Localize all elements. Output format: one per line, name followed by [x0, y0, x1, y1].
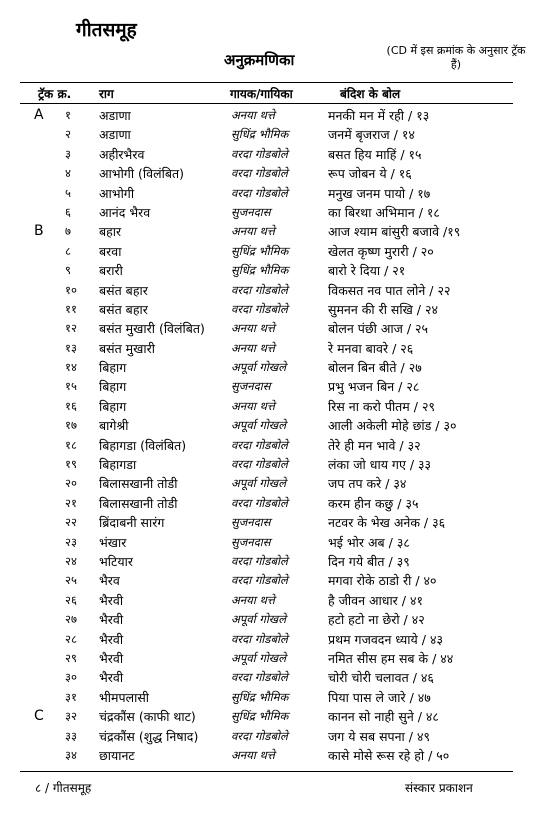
track-number: २६ — [65, 592, 77, 607]
singer-name: अनया थत्ते — [231, 108, 275, 122]
raga-name: आभोगी (विलंबित) — [99, 166, 184, 182]
bandish-lyrics: का बिरथा अभिमान / १८ — [328, 204, 440, 220]
table-row — [0, 145, 533, 164]
header-bandish: बंदिश के बोल — [340, 87, 401, 101]
track-number: १९ — [65, 457, 77, 472]
singer-name: सुजनदास — [231, 515, 271, 530]
table-row — [0, 281, 533, 300]
raga-name: बहार — [99, 224, 122, 240]
raga-name: भैरवी — [99, 612, 124, 628]
table-row — [0, 727, 533, 746]
cd-note: (CD में इस क्रमांक के अनुसार ट्रॅक हैं) — [386, 44, 526, 71]
raga-name: बिहागडा (विलंबित) — [99, 437, 187, 453]
table-row — [0, 436, 533, 455]
singer-name: वरदा गोडबोले — [231, 573, 288, 588]
track-number: १६ — [65, 398, 77, 413]
track-number: ७ — [65, 224, 71, 239]
bandish-lyrics: कासे मोसे रूस रहे हो / ५० — [328, 747, 450, 763]
singer-name: सुजनदास — [231, 204, 271, 219]
singer-name: वरदा गोडबोले — [231, 437, 288, 452]
table-header — [0, 85, 533, 101]
track-number: ११ — [65, 301, 77, 316]
singer-name: सुधिंद्र भौमिक — [231, 709, 289, 724]
table-row — [0, 630, 533, 649]
bandish-lyrics: करम हीन कछु / ३५ — [328, 495, 419, 511]
table-row — [0, 610, 533, 629]
raga-name: आनंद भैरव — [99, 204, 151, 220]
bandish-lyrics: खेलत कृष्ण मुरारी / २० — [328, 243, 434, 259]
bandish-lyrics: लंका जो धाय गए / ३३ — [328, 457, 432, 473]
raga-name: भैरवी — [99, 592, 124, 608]
raga-name: अहीरभैरव — [99, 146, 145, 162]
singer-name: वरदा गोडबोले — [231, 185, 288, 200]
track-number: ३१ — [65, 689, 77, 704]
singer-name: अनया थत्ते — [231, 340, 275, 355]
singer-name: वरदा गोडबोले — [231, 301, 288, 316]
bandish-lyrics: बारो रे दिया / २१ — [328, 263, 406, 279]
table-row — [0, 397, 533, 416]
table-row — [0, 533, 533, 552]
singer-name: वरदा गोडबोले — [231, 282, 288, 297]
singer-name: वरदा गोडबोले — [231, 553, 288, 568]
raga-name: बसंत मुखारी (विलंबित) — [99, 321, 205, 337]
singer-name: सुधिंद्र भौमिक — [231, 243, 289, 258]
raga-name: बिलासखानी तोडी — [99, 495, 178, 511]
track-number: २१ — [65, 495, 77, 510]
raga-name: बसंत मुखारी — [99, 340, 155, 356]
track-number: १२ — [65, 321, 77, 336]
bandish-lyrics: मनुख जनम पायो / १७ — [328, 185, 431, 201]
footer-page-number: ८ / गीतसमूह — [35, 781, 92, 795]
track-number: २० — [65, 476, 77, 491]
raga-name: बिहाग — [99, 360, 127, 376]
raga-name: ब्रिंदाबनी सारंग — [99, 515, 165, 531]
track-number: १४ — [65, 360, 77, 375]
singer-name: वरदा गोडबोले — [231, 146, 288, 161]
table-row — [0, 358, 533, 377]
table-row — [0, 377, 533, 396]
track-number: २८ — [65, 631, 77, 646]
singer-name: अपूर्वा गोखले — [231, 650, 287, 665]
track-number: ३३ — [65, 728, 77, 743]
raga-name: बागेश्री — [99, 418, 129, 434]
track-number: २९ — [65, 650, 77, 665]
bandish-lyrics: विकसत नव पात लोने / २२ — [328, 282, 451, 298]
table-row — [0, 339, 533, 358]
singer-name: अनया थत्ते — [231, 747, 275, 762]
bandish-lyrics: प्रथम गजवदन ध्याये / ४३ — [328, 631, 443, 647]
track-number: ५ — [65, 185, 71, 200]
table-row — [0, 300, 533, 319]
track-number: २२ — [65, 515, 77, 530]
track-number: २४ — [65, 553, 77, 568]
table-row — [0, 319, 533, 338]
raga-name: बिलासखानी तोडी — [99, 476, 178, 492]
bandish-lyrics: बोलन पंछी आज / २५ — [328, 321, 429, 337]
track-number: २५ — [65, 573, 77, 588]
raga-name: बसंत बहार — [99, 282, 148, 298]
table-row — [0, 571, 533, 590]
bandish-lyrics: तेरे ही मन भावे / ३२ — [328, 437, 421, 453]
page-title: गीतसमूह — [76, 19, 137, 41]
table-row — [0, 649, 533, 668]
bandish-lyrics: है जीवन आधार / ४१ — [328, 592, 423, 608]
table-row — [0, 455, 533, 474]
raga-name: बिहागडा — [99, 457, 137, 473]
raga-name: बिहाग — [99, 398, 127, 414]
track-group-letter: C — [34, 708, 44, 725]
bandish-lyrics: जप तप करे / ३४ — [328, 476, 407, 492]
bandish-lyrics: पिया पास ले जारे / ४७ — [328, 689, 431, 705]
table-row — [0, 242, 533, 261]
bandish-lyrics: नमित सीस हम सब के / ४४ — [328, 650, 454, 666]
table-row — [0, 494, 533, 513]
singer-name: सुजनदास — [231, 379, 271, 394]
bottom-rule — [20, 771, 513, 772]
raga-name: बसंत बहार — [99, 301, 148, 317]
bandish-lyrics: नटवर के भेख अनेक / ३६ — [328, 515, 446, 531]
raga-name: भीमपलासी — [99, 689, 150, 705]
raga-name: भैरवी — [99, 670, 124, 686]
singer-name: अपूर्वा गोखले — [231, 360, 287, 375]
table-row — [0, 474, 533, 493]
table-row — [0, 707, 533, 726]
track-group-letter: B — [34, 223, 44, 240]
bandish-lyrics: चोरी चोरी चलावत / ४६ — [328, 670, 434, 686]
singer-name: अपूर्वा गोखले — [231, 612, 287, 627]
table-row — [0, 164, 533, 183]
raga-name: आभोगी — [99, 185, 135, 201]
track-group-letter: A — [34, 107, 44, 123]
raga-name: अडाणा — [99, 108, 131, 123]
singer-name: अपूर्वा गोखले — [231, 476, 287, 491]
singer-name: वरदा गोडबोले — [231, 728, 288, 743]
singer-name: अनया थत्ते — [231, 398, 275, 413]
raga-name: छायानट — [99, 747, 135, 763]
track-number: ४ — [65, 166, 71, 181]
bandish-lyrics: प्रभु भजन बिन / २८ — [328, 379, 420, 395]
raga-name: चंद्रकौंस (शुद्ध निषाद) — [99, 728, 199, 744]
header-singer: गायक/गायिका — [230, 87, 293, 101]
track-number: ३० — [65, 670, 77, 685]
track-number: १० — [65, 282, 77, 297]
singer-name: अनया थत्ते — [231, 224, 275, 239]
bandish-lyrics: बसत हिय माहिं / १५ — [328, 146, 422, 162]
table-row — [0, 203, 533, 222]
table-row — [0, 184, 533, 203]
singer-name: वरदा गोडबोले — [231, 670, 288, 685]
singer-name: वरदा गोडबोले — [231, 166, 288, 181]
track-number: ३४ — [65, 747, 77, 762]
singer-name: वरदा गोडबोले — [231, 495, 288, 510]
track-number: १८ — [65, 437, 77, 452]
track-number: २३ — [65, 534, 77, 549]
raga-name: भैरव — [99, 573, 120, 589]
raga-name: बरवा — [99, 243, 122, 259]
singer-name: अपूर्वा गोखले — [231, 418, 287, 433]
table-row — [0, 106, 533, 125]
bandish-lyrics: भई भोर अब / ३८ — [328, 534, 410, 550]
track-number: १ — [65, 108, 71, 122]
bandish-lyrics: रे मनवा बावरे / २६ — [328, 340, 414, 356]
track-number: २ — [65, 127, 71, 142]
header-rule — [20, 103, 513, 104]
track-number: २७ — [65, 612, 77, 627]
table-row — [0, 591, 533, 610]
table-row — [0, 746, 533, 765]
raga-name: भटियार — [99, 553, 133, 569]
table-row — [0, 416, 533, 435]
index-heading: अनुक्रमणिका — [224, 51, 295, 69]
bandish-lyrics: दिन गये बीत / ३९ — [328, 553, 410, 569]
bandish-lyrics: आली अकेली मोहे छांड / ३० — [328, 418, 457, 434]
raga-name: भैरवी — [99, 650, 124, 666]
bandish-lyrics: जनमें बृजराज / १४ — [328, 127, 415, 143]
singer-name: सुधिंद्र भौमिक — [231, 127, 289, 142]
raga-name: बिहाग — [99, 379, 127, 395]
header-track-number: ट्रॅक क्र. — [38, 87, 72, 101]
bandish-lyrics: बोलन बिन बीते / २७ — [328, 360, 422, 376]
track-number: १७ — [65, 418, 77, 433]
footer-publisher: संस्कार प्रकाशन — [405, 781, 473, 795]
table-row — [0, 513, 533, 532]
bandish-lyrics: हटो हटो ना छेरो / ४२ — [328, 612, 425, 628]
track-number: ३२ — [65, 709, 77, 724]
raga-name: भैरवी — [99, 631, 124, 647]
track-number: ६ — [65, 204, 71, 219]
table-row — [0, 668, 533, 687]
track-number: ९ — [65, 263, 71, 278]
bandish-lyrics: आज श्याम बांसुरी बजावे /१९ — [328, 224, 461, 240]
track-list — [0, 106, 533, 765]
raga-name: चंद्रकौंस (काफी थाट) — [99, 709, 196, 725]
singer-name: सुधिंद्र भौमिक — [231, 263, 289, 278]
singer-name: सुजनदास — [231, 534, 271, 549]
singer-name: अनया थत्ते — [231, 321, 275, 336]
track-number: ८ — [65, 243, 71, 258]
singer-name: सुधिंद्र भौमिक — [231, 689, 289, 704]
bandish-lyrics: मगवा रोके ठाडो री / ४० — [328, 573, 437, 589]
track-number: १३ — [65, 340, 77, 355]
singer-name: वरदा गोडबोले — [231, 631, 288, 646]
bandish-lyrics: रूप जोबन ये / १६ — [328, 166, 412, 182]
bandish-lyrics: सुमनन की री सखि / २४ — [328, 301, 438, 317]
table-row — [0, 552, 533, 571]
table-row — [0, 261, 533, 280]
singer-name: वरदा गोडबोले — [231, 457, 288, 472]
raga-name: अडाणा — [99, 127, 131, 143]
track-number: १५ — [65, 379, 77, 394]
raga-name: बरारी — [99, 263, 123, 279]
table-row — [0, 222, 533, 241]
bandish-lyrics: रिस ना करो पीतम / २९ — [328, 398, 435, 414]
singer-name: अनया थत्ते — [231, 592, 275, 607]
raga-name: भंखार — [99, 534, 127, 550]
track-number: ३ — [65, 146, 71, 161]
bandish-lyrics: मनकी मन में रही / १३ — [328, 108, 430, 123]
table-row — [0, 125, 533, 144]
bandish-lyrics: कानन सो नाही सुने / ४८ — [328, 709, 439, 725]
top-rule — [20, 82, 513, 83]
header-raga: राग — [99, 87, 114, 101]
bandish-lyrics: जग ये सब सपना / ४९ — [328, 728, 430, 744]
table-row — [0, 688, 533, 707]
